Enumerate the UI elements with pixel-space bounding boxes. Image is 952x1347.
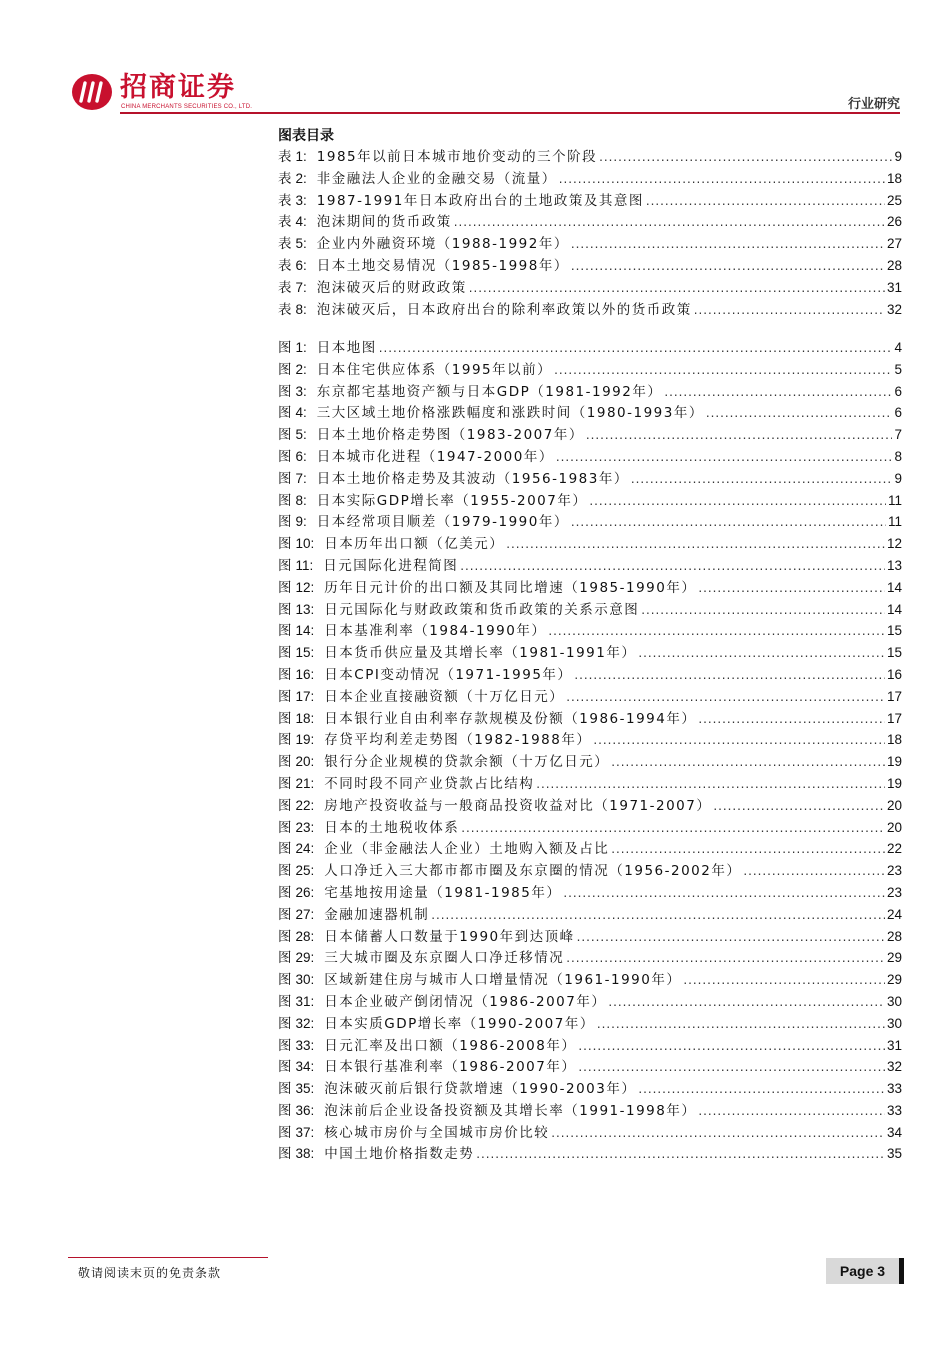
- toc-table-entry[interactable]: [278, 146, 902, 168]
- toc-table-entry[interactable]: [278, 277, 902, 299]
- toc-entry-page: 27: [886, 236, 902, 252]
- toc-leader-dots: [646, 190, 885, 212]
- toc-leader-dots: [611, 838, 885, 860]
- toc-figure-entry[interactable]: [278, 1100, 902, 1122]
- toc-leader-dots: [461, 817, 885, 839]
- toc-leader-dots: [574, 664, 885, 686]
- toc-entry-prefix: 图: [278, 1059, 296, 1076]
- logo-english-name: CHINA MERCHANTS SECURITIES CO., LTD.: [121, 104, 253, 110]
- page-number-badge: Page 3: [826, 1258, 904, 1284]
- toc-entry-page: 16: [886, 666, 902, 682]
- toc-leader-dots: [664, 381, 892, 403]
- toc-entry-prefix: 图: [278, 1037, 296, 1054]
- toc-figure-entry[interactable]: [278, 686, 902, 708]
- toc-entry-prefix: 图: [278, 645, 296, 662]
- toc-entry-title: 银行分企业规模的贷款余额（十万亿日元）: [324, 754, 610, 771]
- toc-entry-title: 泡沫期间的货币政策: [316, 214, 452, 231]
- toc-entry-prefix: 图: [278, 1015, 296, 1032]
- toc-leader-dots: [563, 882, 885, 904]
- toc-figure-entry[interactable]: [278, 620, 902, 642]
- toc-entry-number: 19:: [295, 732, 315, 748]
- toc-entry-number: 9:: [295, 514, 307, 530]
- toc-table-entry[interactable]: [278, 190, 902, 212]
- toc-entry-page: 20: [886, 819, 902, 835]
- toc-entry-prefix: 表: [278, 301, 296, 318]
- toc-entry-page: 18: [886, 732, 902, 748]
- toc-leader-dots: [698, 577, 885, 599]
- toc-figure-entry[interactable]: [278, 817, 902, 839]
- toc-table-entry[interactable]: [278, 255, 902, 277]
- toc-leader-dots: [743, 860, 885, 882]
- toc-figure-entry[interactable]: [278, 969, 902, 991]
- toc-entry-title: 存贷平均利差走势图（1982-1988年）: [324, 732, 592, 749]
- toc-entry-number: 24:: [295, 841, 315, 857]
- toc-entry-prefix: 图: [278, 492, 296, 509]
- toc-entry-number: 5:: [295, 427, 307, 443]
- toc-figure-entry[interactable]: [278, 1056, 902, 1078]
- toc-entry-title: 三大城市圈及东京圈人口净迁移情况: [324, 950, 565, 967]
- toc-entry-prefix: 图: [278, 1081, 296, 1098]
- toc-entry-page: 28: [886, 257, 902, 273]
- toc-entry-page: 31: [886, 1037, 902, 1053]
- toc-entry-prefix: 表: [278, 170, 296, 187]
- toc-leader-dots: [460, 555, 885, 577]
- toc-figure-entry[interactable]: [278, 468, 902, 490]
- toc-entry-prefix: 图: [278, 448, 296, 465]
- toc-entry-prefix: 图: [278, 666, 296, 683]
- toc-entry-number: 33:: [295, 1037, 315, 1053]
- toc-figure-entry[interactable]: [278, 860, 902, 882]
- toc-figure-entry[interactable]: [278, 773, 902, 795]
- toc-entry-prefix: 图: [278, 688, 296, 705]
- toc-entry-page: 15: [886, 645, 902, 661]
- toc-entry-page: 5: [894, 361, 902, 377]
- toc-entry-title: 日本经常项目顺差（1979-1990年）: [316, 514, 569, 531]
- toc-entry-prefix: 图: [278, 470, 296, 487]
- toc-entry-page: 20: [886, 797, 902, 813]
- toc-entry-number: 30:: [295, 972, 315, 988]
- toc-entry-number: 29:: [295, 950, 315, 966]
- toc-leader-dots: [566, 947, 885, 969]
- toc-leader-dots: [611, 751, 885, 773]
- toc-entry-title: 日元汇率及出口额（1986-2008年）: [324, 1037, 577, 1054]
- toc-leader-dots: [593, 729, 885, 751]
- toc-entry-number: 23:: [295, 819, 315, 835]
- toc-entry-page: 35: [886, 1146, 902, 1162]
- toc-entry-prefix: 图: [278, 710, 296, 727]
- toc-entry-title: 金融加速器机制: [324, 906, 430, 923]
- toc-figure-entry[interactable]: [278, 337, 902, 359]
- toc-tables-list: [278, 146, 902, 320]
- toc-entry-page: 23: [886, 863, 902, 879]
- toc-table-entry[interactable]: [278, 299, 902, 321]
- toc-entry-prefix: 图: [278, 557, 296, 574]
- toc-entry-number: 35:: [295, 1081, 315, 1097]
- toc-entry-prefix: 图: [278, 383, 296, 400]
- toc-entry-number: 17:: [295, 688, 315, 704]
- toc-entry-page: 14: [886, 601, 902, 617]
- toc-entry-title: 日本城市化进程（1947-2000年）: [316, 448, 554, 465]
- toc-entry-page: 14: [886, 579, 902, 595]
- toc-figure-entry[interactable]: [278, 533, 902, 555]
- toc-entry-title: 泡沫前后企业设备投资额及其增长率（1991-1998年）: [324, 1102, 697, 1119]
- toc-entry-number: 2:: [295, 361, 307, 377]
- toc-entry-prefix: 图: [278, 536, 296, 553]
- toc-entry-prefix: 图: [278, 775, 296, 792]
- toc-entry-prefix: 表: [278, 149, 296, 165]
- toc-entry-prefix: 图: [278, 993, 296, 1010]
- toc-entry-number: 5:: [295, 236, 307, 252]
- toc-leader-dots: [548, 620, 885, 642]
- toc-entry-title: 日本实质GDP增长率（1990-2007年）: [324, 1015, 595, 1032]
- cms-logo-icon: [70, 72, 114, 112]
- toc-figure-entry[interactable]: [278, 381, 902, 403]
- toc-entry-number: 38:: [295, 1146, 315, 1162]
- toc-entry-number: 1:: [295, 149, 307, 164]
- toc-entry-title: 企业内外融资环境（1988-1992年）: [316, 236, 569, 253]
- toc-entry-page: 29: [886, 950, 902, 966]
- toc-entry-page: 33: [886, 1081, 902, 1097]
- toc-leader-dots: [506, 533, 885, 555]
- toc-figure-entry[interactable]: [278, 359, 902, 381]
- toc-leader-dots: [589, 490, 886, 512]
- company-logo: [70, 72, 270, 114]
- toc-entry-prefix: 图: [278, 1146, 296, 1163]
- toc-figure-entry[interactable]: [278, 795, 902, 817]
- toc-entry-page: 19: [886, 775, 902, 791]
- toc-entry-prefix: 图: [278, 361, 296, 378]
- toc-entry-number: 37:: [295, 1124, 315, 1140]
- toc-figure-entry[interactable]: [278, 1035, 902, 1057]
- toc-entry-title: 日本地图: [316, 340, 377, 356]
- toc-entry-prefix: 图: [278, 928, 296, 945]
- toc-entry-page: 17: [886, 688, 902, 704]
- toc-entry-number: 16:: [295, 666, 315, 682]
- toc-entry-number: 2:: [295, 170, 307, 186]
- toc-entry-number: 28:: [295, 928, 315, 944]
- toc-leader-dots: [379, 337, 893, 359]
- header-divider: [120, 112, 900, 114]
- toc-entry-prefix: 图: [278, 950, 296, 967]
- toc-entry-title: 日本企业直接融资额（十万亿日元）: [324, 688, 565, 705]
- toc-entry-prefix: 图: [278, 754, 296, 771]
- toc-entry-title: 日本银行基准利率（1986-2007年）: [324, 1059, 577, 1076]
- toc-entry-page: 15: [886, 623, 902, 639]
- toc-leader-dots: [586, 424, 893, 446]
- toc-leader-dots: [431, 904, 885, 926]
- toc-entry-page: 11: [887, 514, 902, 530]
- toc-leader-dots: [683, 969, 885, 991]
- toc-entry-title: 历年日元计价的出口额及其同比增速（1985-1990年）: [324, 579, 697, 596]
- toc-entry-number: 26:: [295, 884, 315, 900]
- toc-entry-prefix: 图: [278, 601, 296, 618]
- disclaimer-note: 敬请阅读末页的免责条款: [78, 1266, 222, 1280]
- toc-entry-prefix: 图: [278, 405, 296, 422]
- toc-entry-page: 17: [886, 710, 902, 726]
- toc-entry-prefix: 图: [278, 819, 296, 836]
- toc-figure-entry[interactable]: [278, 490, 902, 512]
- toc-entry-page: 28: [886, 928, 902, 944]
- toc-entry-title: 房地产投资收益与一般商品投资收益对比（1971-2007）: [324, 797, 712, 814]
- toc-leader-dots: [578, 1056, 885, 1078]
- toc-figure-entry[interactable]: [278, 904, 902, 926]
- toc-leader-dots: [554, 359, 892, 381]
- toc-entry-number: 3:: [295, 192, 307, 208]
- toc-entry-prefix: 图: [278, 841, 296, 858]
- toc-leader-dots: [597, 1013, 885, 1035]
- toc-entry-page: 9: [894, 149, 902, 164]
- toc-entry-number: 7:: [295, 279, 307, 295]
- toc-entry-page: 29: [886, 972, 902, 988]
- toc-leader-dots: [476, 1143, 885, 1165]
- toc-figure-entry[interactable]: [278, 424, 902, 446]
- toc-figure-entry[interactable]: [278, 599, 902, 621]
- toc-entry-title: 日本土地交易情况（1985-1998年）: [316, 257, 569, 274]
- toc-entry-page: 8: [894, 448, 902, 464]
- toc-figure-entry[interactable]: [278, 751, 902, 773]
- toc-figure-entry[interactable]: [278, 926, 902, 948]
- toc-entry-prefix: 图: [278, 863, 296, 880]
- toc-figure-entry[interactable]: [278, 511, 902, 533]
- toc-entry-page: 25: [886, 192, 902, 208]
- toc-table-entry[interactable]: [278, 168, 902, 190]
- toc-entry-page: 26: [886, 214, 902, 230]
- toc-entry-number: 32:: [295, 1015, 315, 1031]
- toc-entry-number: 7:: [295, 470, 307, 486]
- toc-entry-page: 24: [886, 906, 902, 922]
- toc-entry-page: 22: [886, 841, 902, 857]
- toc-leader-dots: [536, 773, 885, 795]
- toc-entry-number: 8:: [295, 301, 307, 317]
- toc-leader-dots: [578, 1035, 885, 1057]
- toc-leader-dots: [641, 599, 885, 621]
- toc-entry-number: 4:: [295, 214, 307, 230]
- toc-entry-title: 日本货币供应量及其增长率（1981-1991年）: [324, 645, 637, 662]
- toc-figure-entry[interactable]: [278, 555, 902, 577]
- toc-leader-dots: [713, 795, 885, 817]
- toc-figure-entry[interactable]: [278, 729, 902, 751]
- toc-entry-title: 日本银行业自由利率存款规模及份额（1986-1994年）: [324, 710, 697, 727]
- toc-entry-prefix: 图: [278, 732, 296, 749]
- toc-entry-title: 日元国际化与财政政策和货币政策的关系示意图: [324, 601, 640, 618]
- toc-entry-number: 3:: [295, 383, 307, 399]
- toc-entry-title: 日元国际化进程简图: [323, 557, 459, 574]
- toc-entry-number: 6:: [295, 448, 307, 464]
- toc-entry-number: 13:: [295, 601, 315, 617]
- toc-leader-dots: [608, 991, 885, 1013]
- toc-figure-entry[interactable]: [278, 1143, 902, 1165]
- toc-title: 图表目录: [278, 128, 334, 144]
- toc-figures-list: [278, 337, 902, 1165]
- toc-entry-page: 19: [886, 754, 902, 770]
- toc-entry-title: 核心城市房价与全国城市房价比较: [324, 1124, 550, 1141]
- toc-entry-prefix: 表: [278, 236, 296, 253]
- toc-entry-page: 6: [894, 405, 902, 421]
- toc-figure-entry[interactable]: [278, 838, 902, 860]
- toc-entry-prefix: 表: [278, 214, 296, 231]
- toc-leader-dots: [566, 686, 885, 708]
- toc-entry-prefix: 图: [278, 579, 296, 596]
- toc-entry-page: 34: [886, 1124, 902, 1140]
- toc-entry-title: 日本土地价格走势图（1983-2007年）: [316, 427, 584, 444]
- report-category: 行业研究: [847, 97, 900, 112]
- toc-entry-prefix: 表: [278, 192, 296, 209]
- toc-leader-dots: [469, 277, 885, 299]
- toc-leader-dots: [571, 511, 886, 533]
- toc-entry-number: 11:: [295, 557, 314, 573]
- toc-entry-title: 区域新建住房与城市人口增量情况（1961-1990年）: [324, 972, 682, 989]
- toc-entry-prefix: 图: [278, 340, 296, 356]
- toc-entry-number: 14:: [295, 623, 315, 639]
- toc-entry-page: 12: [886, 536, 902, 552]
- toc-figure-entry[interactable]: [278, 402, 902, 424]
- toc-entry-prefix: 图: [278, 1102, 296, 1119]
- toc-entry-number: 1:: [295, 340, 307, 355]
- toc-leader-dots: [577, 926, 885, 948]
- toc-entry-title: 中国土地价格指数走势: [324, 1146, 475, 1163]
- toc-entry-title: 日本基准利率（1984-1990年）: [324, 623, 547, 640]
- toc-entry-number: 22:: [295, 797, 315, 813]
- toc-entry-title: 三大区域土地价格涨跌幅度和涨跌时间（1980-1993年）: [316, 405, 704, 422]
- toc-entry-number: 36:: [295, 1102, 315, 1118]
- toc-figure-entry[interactable]: [278, 1013, 902, 1035]
- toc-entry-page: 6: [894, 383, 902, 399]
- toc-entry-number: 18:: [295, 710, 315, 726]
- toc-figure-entry[interactable]: [278, 1122, 902, 1144]
- toc-entry-prefix: 图: [278, 1124, 296, 1141]
- toc-entry-number: 31:: [295, 993, 315, 1009]
- toc-entry-prefix: 表: [278, 257, 296, 274]
- toc-entry-page: 30: [886, 1015, 902, 1031]
- toc-table-entry[interactable]: [278, 233, 902, 255]
- toc-leader-dots: [599, 146, 892, 168]
- toc-figure-entry[interactable]: [278, 991, 902, 1013]
- toc-entry-page: 11: [887, 492, 902, 508]
- logo-chinese-name: 招商证券: [120, 72, 236, 103]
- toc-entry-number: 8:: [295, 492, 307, 508]
- toc-leader-dots: [551, 1122, 885, 1144]
- toc-leader-dots: [571, 255, 885, 277]
- footer-divider: [68, 1257, 268, 1258]
- toc-entry-page: 31: [886, 279, 902, 295]
- toc-entry-prefix: 图: [278, 623, 296, 640]
- toc-entry-prefix: 图: [278, 884, 296, 901]
- toc-entry-title: 日本储蓄人口数量于1990年到达顶峰: [324, 928, 575, 945]
- toc-leader-dots: [698, 1100, 885, 1122]
- toc-figure-entry[interactable]: [278, 664, 902, 686]
- toc-entry-number: 4:: [295, 405, 307, 421]
- toc-entry-page: 13: [886, 557, 902, 573]
- toc-entry-title: 泡沫破灭前后银行贷款增速（1990-2003年）: [324, 1081, 637, 1098]
- toc-entry-number: 34:: [295, 1059, 315, 1075]
- toc-entry-title: 人口净迁入三大都市都市圈及东京圈的情况（1956-2002年）: [324, 863, 742, 880]
- toc-entry-prefix: 图: [278, 906, 296, 923]
- toc-entry-page: 32: [886, 1059, 902, 1075]
- toc-entry-title: 非金融法人企业的金融交易（流量）: [316, 170, 557, 187]
- toc-entry-page: 4: [894, 340, 902, 355]
- toc-figure-entry[interactable]: [278, 446, 902, 468]
- toc-entry-title: 日本企业破产倒闭情况（1986-2007年）: [324, 993, 607, 1010]
- toc-entry-number: 27:: [295, 906, 315, 922]
- toc-entry-title: 企业（非金融法人企业）土地购入额及占比: [324, 841, 610, 858]
- toc-entry-title: 日本土地价格走势及其波动（1956-1983年）: [316, 470, 629, 487]
- toc-leader-dots: [694, 299, 885, 321]
- toc-entry-title: 日本历年出口额（亿美元）: [324, 536, 505, 553]
- toc-figure-entry[interactable]: [278, 1078, 902, 1100]
- toc-entry-title: 日本住宅供应体系（1995年以前）: [316, 361, 553, 378]
- toc-entry-number: 10:: [295, 536, 315, 552]
- toc-entry-title: 泡沫破灭后，日本政府出台的除利率政策以外的货币政策: [316, 301, 692, 318]
- toc-figure-entry[interactable]: [278, 947, 902, 969]
- toc-leader-dots: [706, 402, 893, 424]
- toc-leader-dots: [559, 168, 885, 190]
- toc-table-entry[interactable]: [278, 211, 902, 233]
- toc-entry-number: 20:: [295, 754, 315, 770]
- toc-entry-number: 12:: [295, 579, 315, 595]
- toc-entry-prefix: 图: [278, 797, 296, 814]
- toc-entry-number: 25:: [295, 863, 315, 879]
- toc-entry-number: 6:: [295, 257, 307, 273]
- toc-entry-title: 泡沫破灭后的财政政策: [316, 279, 467, 296]
- toc-leader-dots: [571, 233, 885, 255]
- toc-entry-title: 日本CPI变动情况（1971-1995年）: [324, 666, 573, 683]
- toc-leader-dots: [454, 211, 885, 233]
- toc-figure-entry[interactable]: [278, 882, 902, 904]
- toc-entry-title: 宅基地按用途量（1981-1985年）: [324, 884, 562, 901]
- toc-entry-prefix: 图: [278, 514, 296, 531]
- toc-leader-dots: [638, 1078, 885, 1100]
- toc-entry-page: 7: [894, 427, 902, 443]
- toc-entry-page: 9: [894, 470, 902, 486]
- toc-figure-entry[interactable]: [278, 642, 902, 664]
- toc-entry-title: 1987-1991年日本政府出台的土地政策及其意图: [316, 192, 644, 209]
- toc-entry-number: 15:: [295, 645, 315, 661]
- toc-entry-page: 23: [886, 884, 902, 900]
- toc-entry-page: 30: [886, 993, 902, 1009]
- toc-entry-prefix: 图: [278, 972, 296, 989]
- toc-leader-dots: [556, 446, 893, 468]
- toc-figure-entry[interactable]: [278, 708, 902, 730]
- toc-entry-title: 1985年以前日本城市地价变动的三个阶段: [316, 149, 598, 165]
- toc-leader-dots: [638, 642, 885, 664]
- toc-entry-page: 32: [886, 301, 902, 317]
- toc-leader-dots: [631, 468, 893, 490]
- toc-leader-dots: [698, 708, 885, 730]
- toc-entry-title: 不同时段不同产业贷款占比结构: [324, 775, 535, 792]
- toc-entry-prefix: 表: [278, 279, 296, 296]
- toc-entry-number: 21:: [295, 775, 315, 791]
- toc-entry-page: 33: [886, 1102, 902, 1118]
- toc-entry-prefix: 图: [278, 427, 296, 444]
- toc-figure-entry[interactable]: [278, 577, 902, 599]
- toc-entry-title: 日本实际GDP增长率（1955-2007年）: [316, 492, 588, 509]
- toc-entry-title: 东京都宅基地资产额与日本GDP（1981-1992年）: [316, 383, 663, 400]
- toc-entry-page: 18: [886, 170, 902, 186]
- toc-entry-title: 日本的土地税收体系: [324, 819, 460, 836]
